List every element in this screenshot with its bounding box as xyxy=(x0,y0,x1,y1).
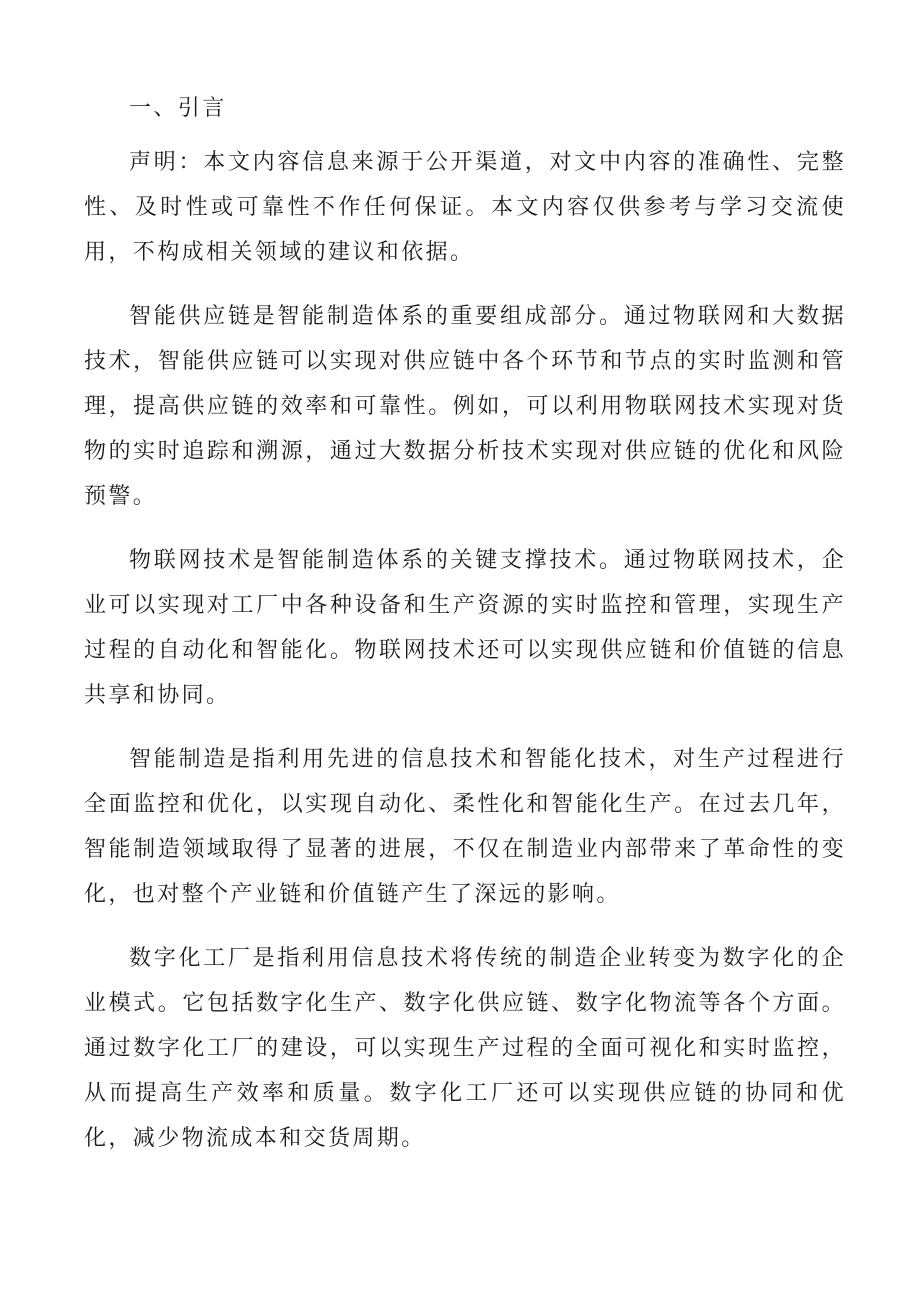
document-body xyxy=(84,86,846,1180)
section-heading: 一、引言 xyxy=(129,96,227,121)
paragraph-iot-technology: 物联网技术是智能制造体系的关键支撑技术。通过物联网技术，企业可以实现对工厂中各种设备和生产资源的实时监控和管理，实现生产过程的自动化和智能化。物联网技术还可以实现供应链和价值链的信息共享和协同。 xyxy=(84,548,846,708)
paragraph-smart-supply-chain: 智能供应链是智能制造体系的重要组成部分。通过物联网和大数据技术，智能供应链可以实现对供应链中各个环节和节点的实时监测和管理，提高供应链的效率和可靠性。例如，可以利用物联网技术实现对货物的实时追踪和溯源，通过大数据分析技术实现对供应链的优化和风险预警。 xyxy=(84,304,846,509)
paragraph-smart-manufacturing: 智能制造是指利用先进的信息技术和智能化技术，对生产过程进行全面监控和优化，以实现自动化、柔性化和智能化生产。在过去几年，智能制造领域取得了显著的进展，不仅在制造业内部带来了革命性的变化，也对整个产业链和价值链产生了深远的影响。 xyxy=(84,747,846,907)
disclaimer-paragraph: 声明：本文内容信息来源于公开渠道，对文中内容的准确性、完整性、及时性或可靠性不作任何保证。本文内容仅供参考与学习交流使用，不构成相关领域的建议和依据。 xyxy=(84,150,846,265)
paragraph-digital-factory: 数字化工厂是指利用信息技术将传统的制造企业转变为数字化的企业模式。它包括数字化生产、数字化供应链、数字化物流等各个方面。通过数字化工厂的建设，可以实现生产过程的全面可视化和实时监控，从而提高生产效率和质量。数字化工厂还可以实现供应链的协同和优化，减少物流成本和交货周期。 xyxy=(84,946,846,1151)
